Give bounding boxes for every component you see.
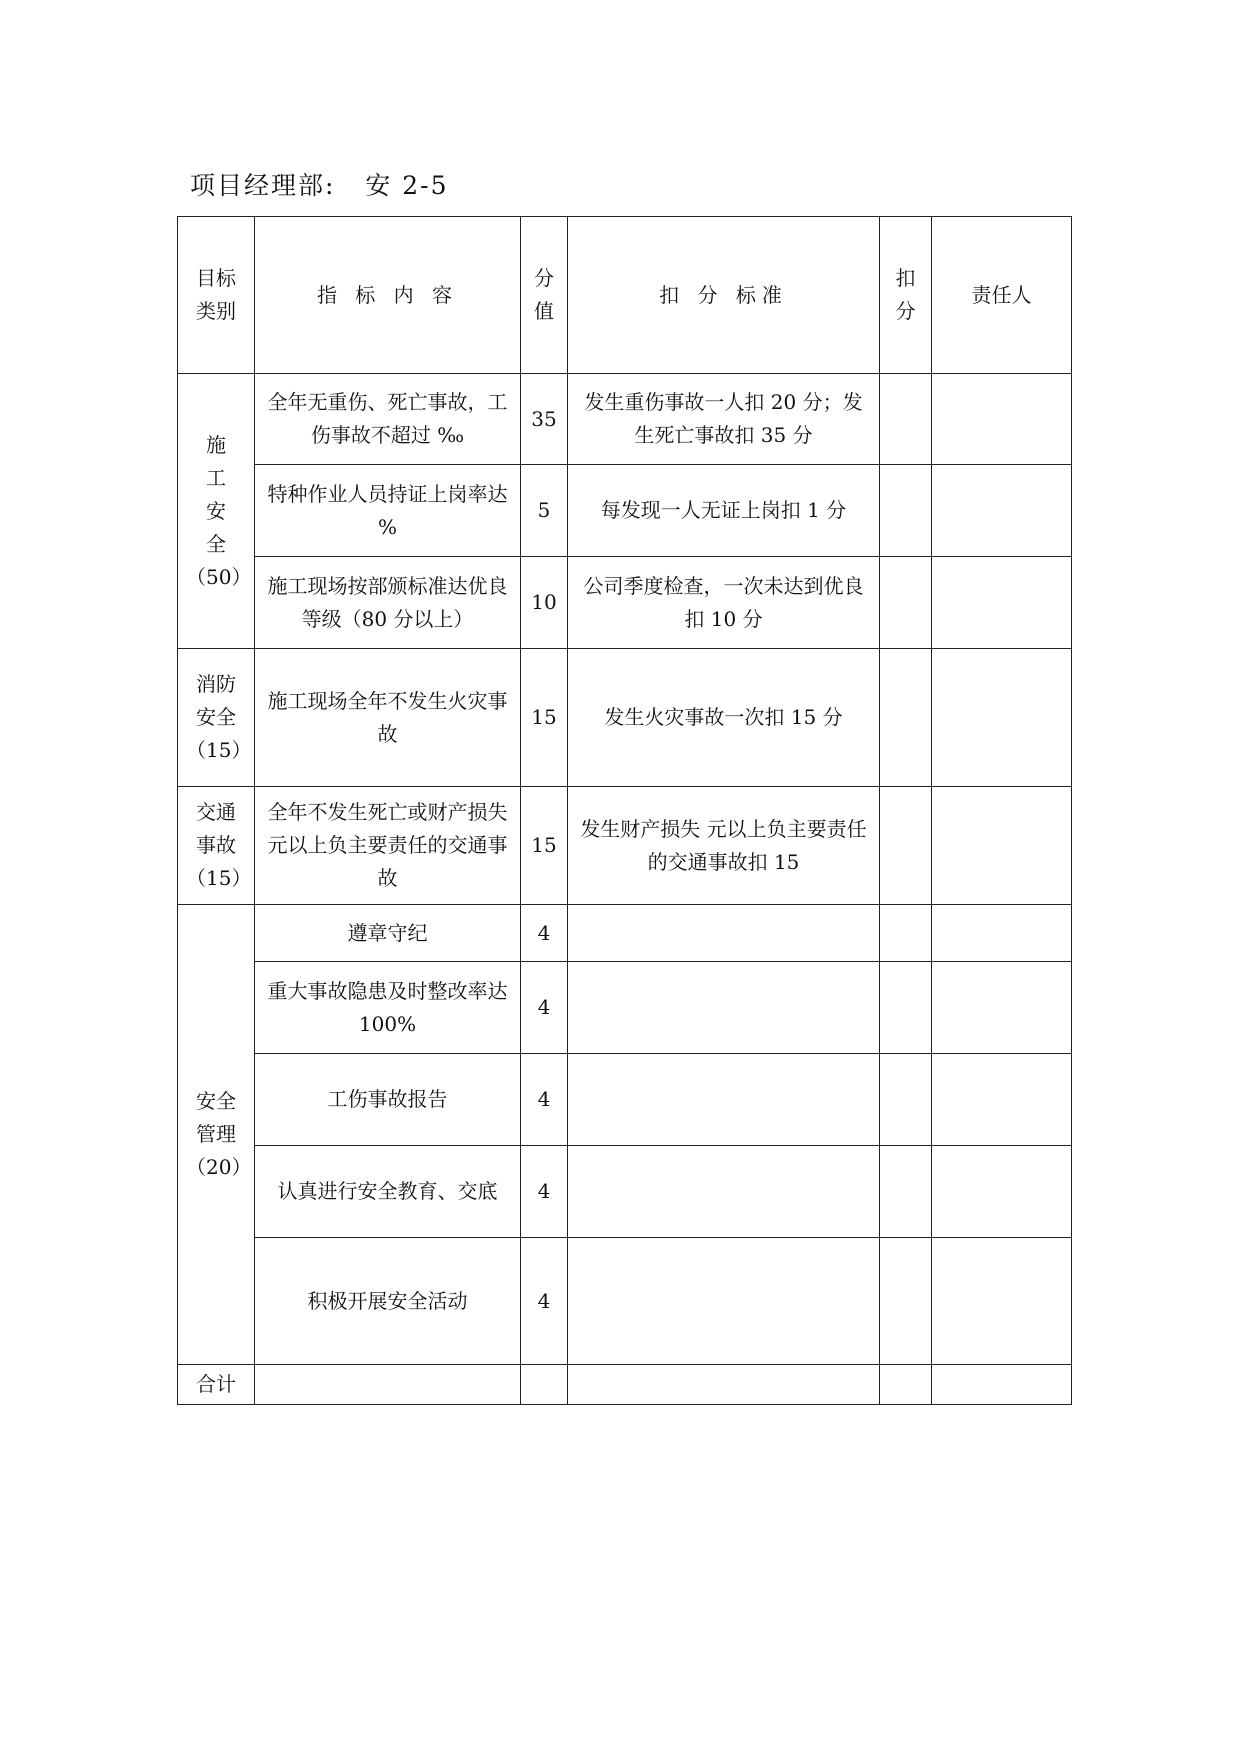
assessment-table [177, 216, 1072, 1405]
deduct-cell[interactable] [880, 905, 932, 962]
deduct-cell[interactable] [880, 962, 932, 1054]
content-cell: 遵章守纪 [255, 905, 521, 962]
standard-cell [568, 1054, 880, 1146]
table-row [178, 1146, 1072, 1238]
content-cell: 工伤事故报告 [255, 1054, 521, 1146]
standard-cell: 每发现一人无证上岗扣 1 分 [568, 465, 880, 557]
score-cell: 4 [521, 905, 568, 962]
standard-cell: 发生财产损失 元以上负主要责任的交通事故扣 15 [568, 787, 880, 905]
total-standard-cell [568, 1365, 880, 1405]
table-row [178, 787, 1072, 905]
category-fire-safety: 消防 安全 （15） [178, 649, 255, 787]
score-cell: 5 [521, 465, 568, 557]
score-cell: 4 [521, 1054, 568, 1146]
standard-cell: 发生重伤事故一人扣 20 分；发生死亡事故扣 35 分 [568, 374, 880, 465]
score-cell: 10 [521, 557, 568, 649]
standard-cell: 公司季度检查，一次未达到优良扣 10 分 [568, 557, 880, 649]
responsible-cell[interactable] [932, 962, 1072, 1054]
standard-cell [568, 1238, 880, 1365]
score-cell: 15 [521, 787, 568, 905]
table-row [178, 905, 1072, 962]
header-category: 目标 类别 [178, 217, 255, 374]
header-standard: 扣 分 标准 [568, 217, 880, 374]
deduct-cell[interactable] [880, 1238, 932, 1365]
header-responsible: 责任人 [932, 217, 1072, 374]
responsible-cell[interactable] [932, 905, 1072, 962]
responsible-cell[interactable] [932, 374, 1072, 465]
table-row [178, 649, 1072, 787]
responsible-cell[interactable] [932, 1146, 1072, 1238]
score-cell: 4 [521, 1238, 568, 1365]
content-cell: 重大事故隐患及时整改率达 100% [255, 962, 521, 1054]
responsible-cell[interactable] [932, 465, 1072, 557]
category-traffic-accident: 交通 事故 （15） [178, 787, 255, 905]
score-cell: 4 [521, 1146, 568, 1238]
table-row [178, 1238, 1072, 1365]
total-score-cell[interactable] [521, 1365, 568, 1405]
table-row [178, 1054, 1072, 1146]
score-cell: 35 [521, 374, 568, 465]
deduct-cell[interactable] [880, 1054, 932, 1146]
deduct-cell[interactable] [880, 649, 932, 787]
total-label: 合计 [178, 1365, 255, 1405]
standard-cell [568, 1146, 880, 1238]
score-cell: 4 [521, 962, 568, 1054]
responsible-cell[interactable] [932, 557, 1072, 649]
table-row [178, 962, 1072, 1054]
content-cell: 积极开展安全活动 [255, 1238, 521, 1365]
content-cell: 施工现场全年不发生火灾事故 [255, 649, 521, 787]
header-score: 分 值 [521, 217, 568, 374]
content-cell: 特种作业人员持证上岗率达 % [255, 465, 521, 557]
total-responsible-cell[interactable] [932, 1365, 1072, 1405]
content-cell: 全年不发生死亡或财产损失 元以上负主要责任的交通事故 [255, 787, 521, 905]
content-cell: 认真进行安全教育、交底 [255, 1146, 521, 1238]
content-cell: 全年无重伤、死亡事故，工伤事故不超过 ‰ [255, 374, 521, 465]
total-deduct-cell[interactable] [880, 1365, 932, 1405]
header-content: 指 标 内 容 [255, 217, 521, 374]
responsible-cell[interactable] [932, 1238, 1072, 1365]
category-safety-management: 安全 管理 （20） [178, 905, 255, 1365]
standard-cell [568, 962, 880, 1054]
table-row [178, 557, 1072, 649]
header-row [178, 217, 1072, 374]
total-row [178, 1365, 1072, 1405]
header-deduct: 扣 分 [880, 217, 932, 374]
category-construction-safety: 施 工 安 全 （50） [178, 374, 255, 649]
deduct-cell[interactable] [880, 557, 932, 649]
total-content-cell [255, 1365, 521, 1405]
deduct-cell[interactable] [880, 1146, 932, 1238]
score-cell: 15 [521, 649, 568, 787]
responsible-cell[interactable] [932, 1054, 1072, 1146]
table-row [178, 374, 1072, 465]
standard-cell [568, 905, 880, 962]
deduct-cell[interactable] [880, 465, 932, 557]
table-row [178, 465, 1072, 557]
document-title: 项目经理部: 安 2-5 [190, 171, 449, 200]
responsible-cell[interactable] [932, 787, 1072, 905]
deduct-cell[interactable] [880, 787, 932, 905]
deduct-cell[interactable] [880, 374, 932, 465]
responsible-cell[interactable] [932, 649, 1072, 787]
content-cell: 施工现场按部颁标准达优良等级（80 分以上） [255, 557, 521, 649]
standard-cell: 发生火灾事故一次扣 15 分 [568, 649, 880, 787]
